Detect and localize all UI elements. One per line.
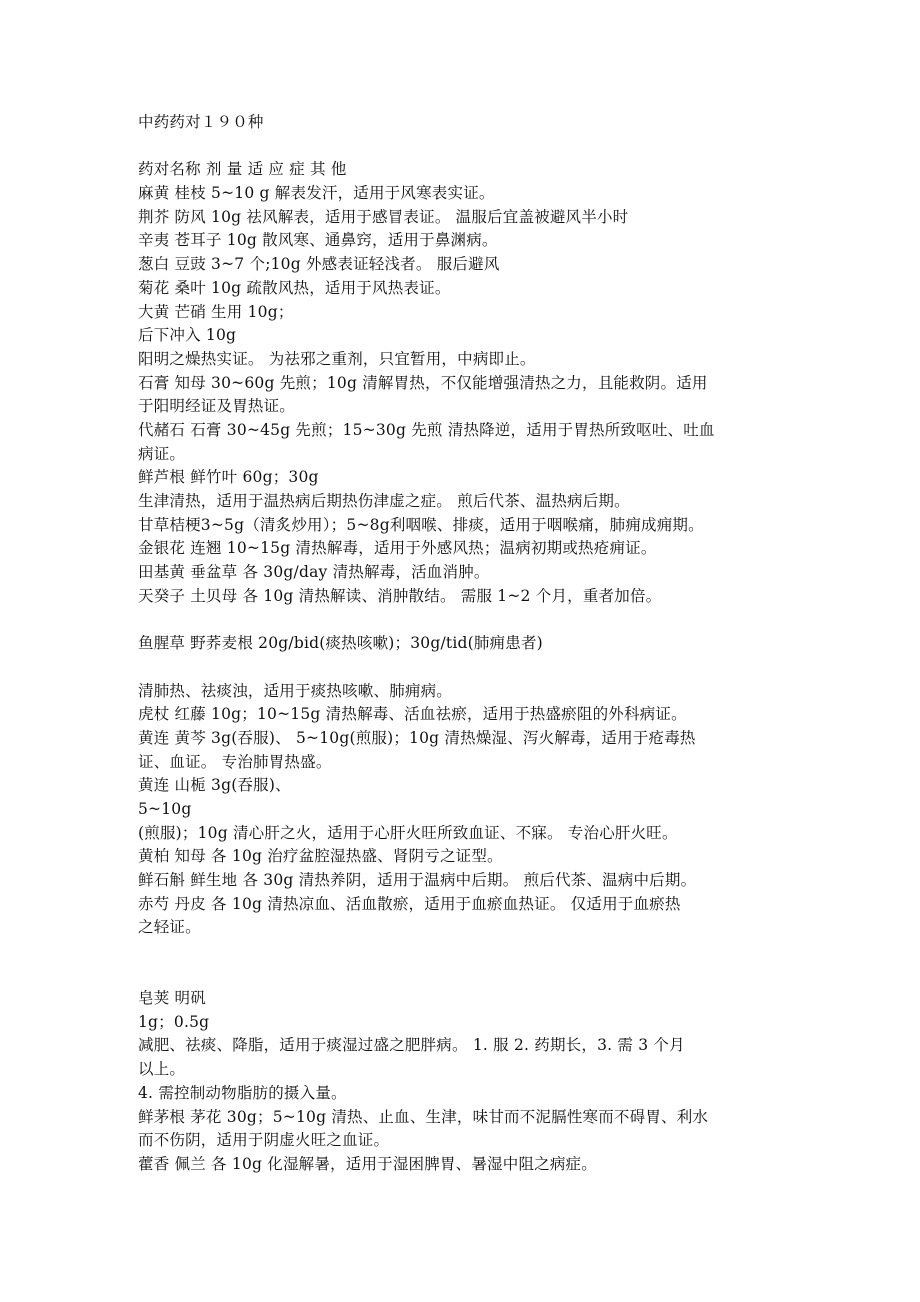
- text-line: 1g；0.5g: [138, 1012, 210, 1031]
- text-line: 麻黄 桂枝 5~10 g 解表发汗，适用于风寒表实证。: [138, 184, 495, 203]
- table-header-row: 药对名称 剂 量 适 应 症 其 他: [138, 160, 347, 179]
- spacer: [138, 656, 798, 680]
- text-line: (煎服)；10g 清心肝之火，适用于心肝火旺所致血证、不寐。 专治心肝火旺。: [138, 823, 678, 842]
- text-line: 代赭石 石膏 30~45g 先煎；15~30g 先煎 清热降逆，适用于胃热所致呕吐、吐血: [138, 420, 715, 439]
- spacer: [138, 940, 798, 987]
- text-line: 虎杖 红藤 10g；10~15g 清热解毒、活血祛瘀，适用于热盛瘀阻的外科病证。: [138, 705, 687, 724]
- text-line: 甘草桔梗3~5g（清炙炒用）；5~8g利咽喉、排痰，适用于咽喉痛，肺痈成痈期。: [138, 515, 704, 534]
- text-line: 荆芥 防风 10g 祛风解表，适用于感冒表证。 温服后宜盖被避风半小时: [138, 207, 629, 226]
- text-line: 生津清热，适用于温热病后期热伤津虚之症。 煎后代茶、温热病后期。: [138, 492, 630, 510]
- text-line: 阳明之燥热实证。 为祛邪之重剂，只宜暂用，中病即止。: [138, 349, 536, 368]
- text-line: 证、血证。 专治肺胃热盛。: [138, 752, 332, 771]
- spacer: [138, 608, 798, 632]
- text-line: 4. 需控制动物脂肪的摄入量。: [138, 1083, 347, 1102]
- text-line: 金银花 连翘 10~15g 清热解毒，适用于外感风热；温病初期或热疮痈证。: [138, 539, 657, 558]
- text-line: 天癸子 土贝母 各 10g 清热解读、消肿散结。 需服 1~2 个月，重者加倍。: [138, 586, 662, 605]
- text-line: 鲜石斛 鲜生地 各 30g 清热养阴，适用于温病中后期。 煎后代茶、温病中后期。: [138, 871, 697, 889]
- text-line: 以上。: [138, 1060, 186, 1079]
- text-line: 皂荚 明矾: [138, 989, 206, 1008]
- document-title: 中药药对１９０种: [138, 113, 264, 131]
- text-line: 鲜茅根 茅花 30g；5~10g 清热、止血、生津，味甘而不泥膈性寒而不碍胃、利水: [138, 1107, 709, 1126]
- text-line: 鱼腥草 野荞麦根 20g/bid(痰热咳嗽)；30g/tid(肺痈患者): [138, 634, 543, 653]
- text-line: 而不伤阴，适用于阴虚火旺之血证。: [138, 1131, 390, 1150]
- document-page: [138, 111, 798, 1177]
- text-line: 黄柏 知母 各 10g 治疗盆腔湿热盛、肾阴亏之证型。: [138, 847, 503, 866]
- text-line: 藿香 佩兰 各 10g 化湿解暑，适用于湿困脾胃、暑湿中阻之病症。: [138, 1154, 597, 1173]
- text-line: 大黄 芒硝 生用 10g；: [138, 302, 294, 321]
- text-line: 鲜芦根 鲜竹叶 60g；30g: [138, 468, 319, 487]
- text-line: 黄连 山栀 3g(吞服)、: [138, 776, 291, 795]
- text-line: 葱白 豆豉 3~7 个;10g 外感表证轻浅者。 服后避风: [138, 255, 500, 274]
- text-line: 于阳明经证及胃热证。: [138, 397, 296, 416]
- text-line: 之轻证。: [138, 918, 201, 937]
- text-line: 清肺热、祛痰浊，适用于痰热咳嗽、肺痈病。: [138, 681, 453, 700]
- text-line: 黄连 黄芩 3g(吞服)、 5~10g(煎服)；10g 清热燥湿、泻火解毒，适用于疮毒热: [138, 728, 696, 747]
- text-line: 石膏 知母 30~60g 先煎；10g 清解胃热，不仅能增强清热之力，且能救阴。适用: [138, 373, 708, 392]
- spacer: [138, 135, 798, 159]
- text-line: 辛夷 苍耳子 10g 散风寒、通鼻窍，适用于鼻渊病。: [138, 231, 498, 250]
- text-line: 菊花 桑叶 10g 疏散风热，适用于风热表证。: [138, 278, 451, 297]
- text-line: 病证。: [138, 444, 186, 463]
- text-line: 后下冲入 10g: [138, 326, 237, 345]
- text-line: 5~10g: [138, 799, 192, 818]
- text-line: 田基黄 垂盆草 各 30g/day 清热解毒，活血消肿。: [138, 563, 490, 582]
- text-line: 减肥、祛痰、降脂，适用于痰湿过盛之肥胖病。 1. 服 2. 药期长，3. 需 3 个月: [138, 1036, 685, 1055]
- text-line: 赤芍 丹皮 各 10g 清热凉血、活血散瘀，适用于血瘀血热证。 仅适用于血瘀热: [138, 894, 681, 913]
